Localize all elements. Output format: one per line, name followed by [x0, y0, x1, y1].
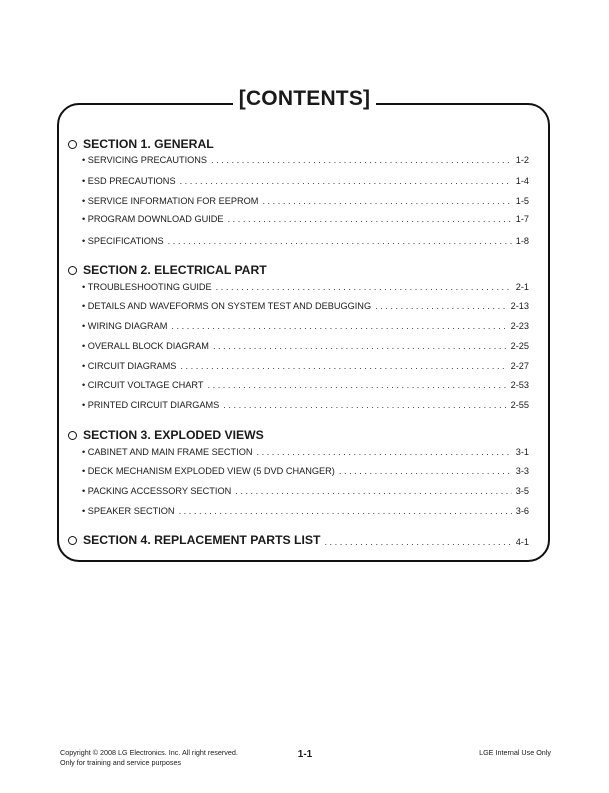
- toc-item[interactable]: • CIRCUIT DIAGRAMS . . . 2-27: [82, 361, 529, 375]
- toc-item[interactable]: • CABINET AND MAIN FRAME SECTION . . . 3-1: [82, 447, 529, 461]
- toc-item[interactable]: • CIRCUIT VOLTAGE CHART . . . 2-53: [82, 380, 529, 394]
- circle-bullet-icon: [68, 266, 77, 275]
- section-4-heading: SECTION 4. REPLACEMENT PARTS LIST: [83, 533, 321, 547]
- contents-title: [CONTENTS]: [233, 87, 377, 110]
- toc-item[interactable]: • SERVICE INFORMATION FOR EEPROM . . . 1-5: [82, 196, 529, 210]
- toc-item[interactable]: • PACKING ACCESSORY SECTION . . . 3-5: [82, 486, 529, 500]
- toc-item[interactable]: • WIRING DIAGRAM . . . 2-23: [82, 321, 529, 335]
- circle-bullet-icon: [68, 431, 77, 440]
- toc-item[interactable]: • TROUBLESHOOTING GUIDE . . . 2-1: [82, 282, 529, 296]
- footer-left: [60, 748, 238, 768]
- toc-item[interactable]: • ESD PRECAUTIONS . . . 1-4: [82, 176, 529, 190]
- section-2-heading: SECTION 2. ELECTRICAL PART: [68, 263, 267, 277]
- toc-item[interactable]: • OVERALL BLOCK DIAGRAM . . . 2-25: [82, 341, 529, 355]
- internal-use-text: LGE Internal Use Only: [479, 748, 551, 757]
- toc-item[interactable]: • DETAILS AND WAVEFORMS ON SYSTEM TEST AND DEBUGGING . . . 2-13: [82, 301, 529, 315]
- section-4-page: 4-1: [515, 536, 529, 547]
- toc-item[interactable]: • PRINTED CIRCUIT DIARGAMS . . . 2-55: [82, 400, 529, 414]
- toc-item[interactable]: • PROGRAM DOWNLOAD GUIDE . . . 1-7: [82, 214, 529, 228]
- circle-bullet-icon: [68, 140, 77, 149]
- toc-item[interactable]: • SPEAKER SECTION . . . 3-6: [82, 506, 529, 520]
- training-text: Only for training and service purposes: [60, 758, 182, 767]
- circle-bullet-icon: [68, 536, 77, 545]
- section-3-heading: SECTION 3. EXPLODED VIEWS: [68, 428, 264, 442]
- page-number: 1-1: [297, 749, 313, 760]
- toc-item[interactable]: • SERVICING PRECAUTIONS . . . 1-2: [82, 155, 529, 169]
- section-4-entry[interactable]: [68, 533, 529, 547]
- toc-item[interactable]: • DECK MECHANISM EXPLODED VIEW (5 DVD CHANGER) . . . 3-3: [82, 466, 529, 480]
- section-1-heading: SECTION 1. GENERAL: [68, 137, 214, 151]
- toc-item[interactable]: • SPECIFICATIONS . . . 1-8: [82, 236, 529, 250]
- copyright-text: Copyright © 2008 LG Electronics. Inc. All right reserved.: [60, 748, 238, 757]
